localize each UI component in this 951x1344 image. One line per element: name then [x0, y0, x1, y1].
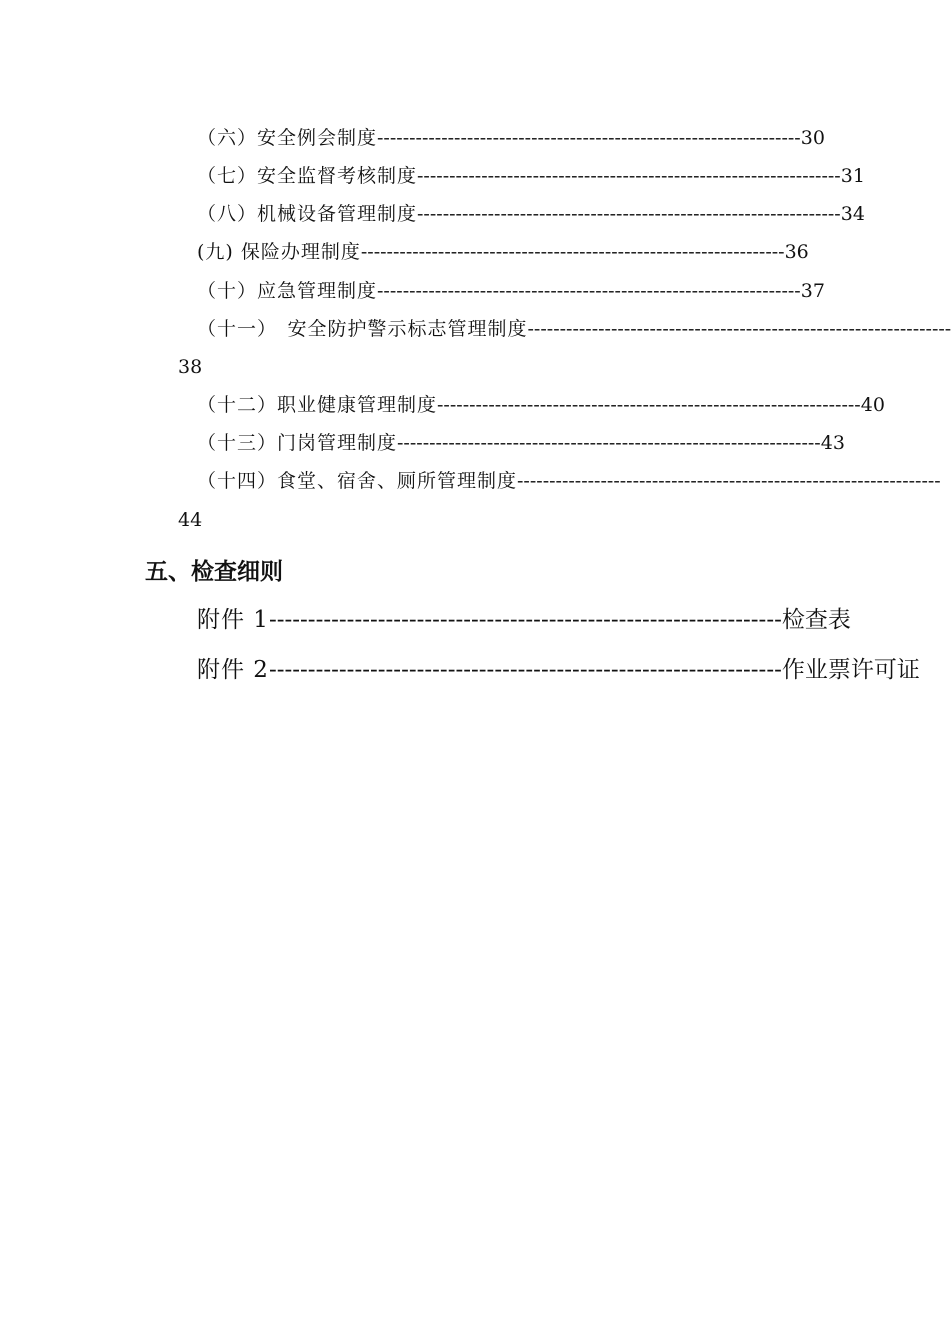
toc-entry [197, 431, 845, 455]
toc-entry-wrapped [197, 317, 951, 341]
toc-entry [197, 164, 865, 188]
toc-entry-label: （十二）职业健康管理制度 [197, 394, 438, 416]
toc-leader: ------------------------------------------------------------------ [360, 241, 785, 263]
toc-entry-page: 44 [178, 509, 203, 531]
toc-entry-page: 36 [784, 241, 809, 263]
toc-entry-page: 43 [820, 432, 845, 454]
attachment-label: 附件 2 [197, 657, 269, 683]
toc-entry-label: (九) 保险办理制度 [197, 241, 361, 263]
toc-entry [197, 202, 865, 226]
toc-entry-page: 37 [800, 280, 825, 302]
toc-leader: ------------------------------------------------------------------ [527, 318, 951, 340]
toc-entry [197, 393, 885, 417]
toc-entry-page: 40 [860, 394, 885, 416]
toc-entry-page: 30 [800, 127, 825, 149]
toc-entry-label: （七）安全监督考核制度 [197, 165, 418, 187]
attachment-entry [197, 605, 851, 635]
toc-leader: ------------------------------------------------------------------ [417, 203, 841, 225]
attachment-label: 附件 1 [197, 607, 269, 633]
toc-entry-label: （八）机械设备管理制度 [197, 203, 418, 225]
attachment-leader: ------------------------------------------------------------------ [268, 607, 782, 633]
attachment-leader: ------------------------------------------------------------------ [268, 657, 782, 683]
toc-entry-label: （六）安全例会制度 [197, 127, 378, 149]
section-heading: 五、检查细则 [145, 559, 283, 585]
toc-entry-label: （十四）食堂、宿舍、厕所管理制度 [197, 470, 518, 492]
toc-entry [197, 240, 807, 264]
toc-leader: ------------------------------------------------------------------ [397, 432, 821, 454]
toc-leader: ------------------------------------------------------------------ [437, 394, 861, 416]
toc-entry [197, 279, 825, 303]
toc-entry-page: 38 [178, 356, 203, 378]
toc-entry-label: （十一） 安全防护警示标志管理制度 [197, 318, 528, 340]
toc-leader: ------------------------------------------------------------------ [417, 165, 841, 187]
toc-entry-page: 31 [840, 165, 865, 187]
toc-entry-wrapped [197, 469, 941, 493]
attachment-entry [197, 655, 920, 685]
toc-leader: ------------------------------------------------------------------ [377, 127, 801, 149]
toc-leader: ------------------------------------------------------------------ [377, 280, 801, 302]
attachment-target: 检查表 [781, 607, 851, 633]
toc-entry-label: （十三）门岗管理制度 [197, 432, 398, 454]
attachment-target: 作业票许可证 [781, 657, 920, 683]
toc-leader: ------------------------------------------------------------------ [517, 470, 941, 492]
toc-entry [197, 126, 825, 150]
toc-entry-page: 34 [840, 203, 865, 225]
toc-entry-label: （十）应急管理制度 [197, 280, 378, 302]
